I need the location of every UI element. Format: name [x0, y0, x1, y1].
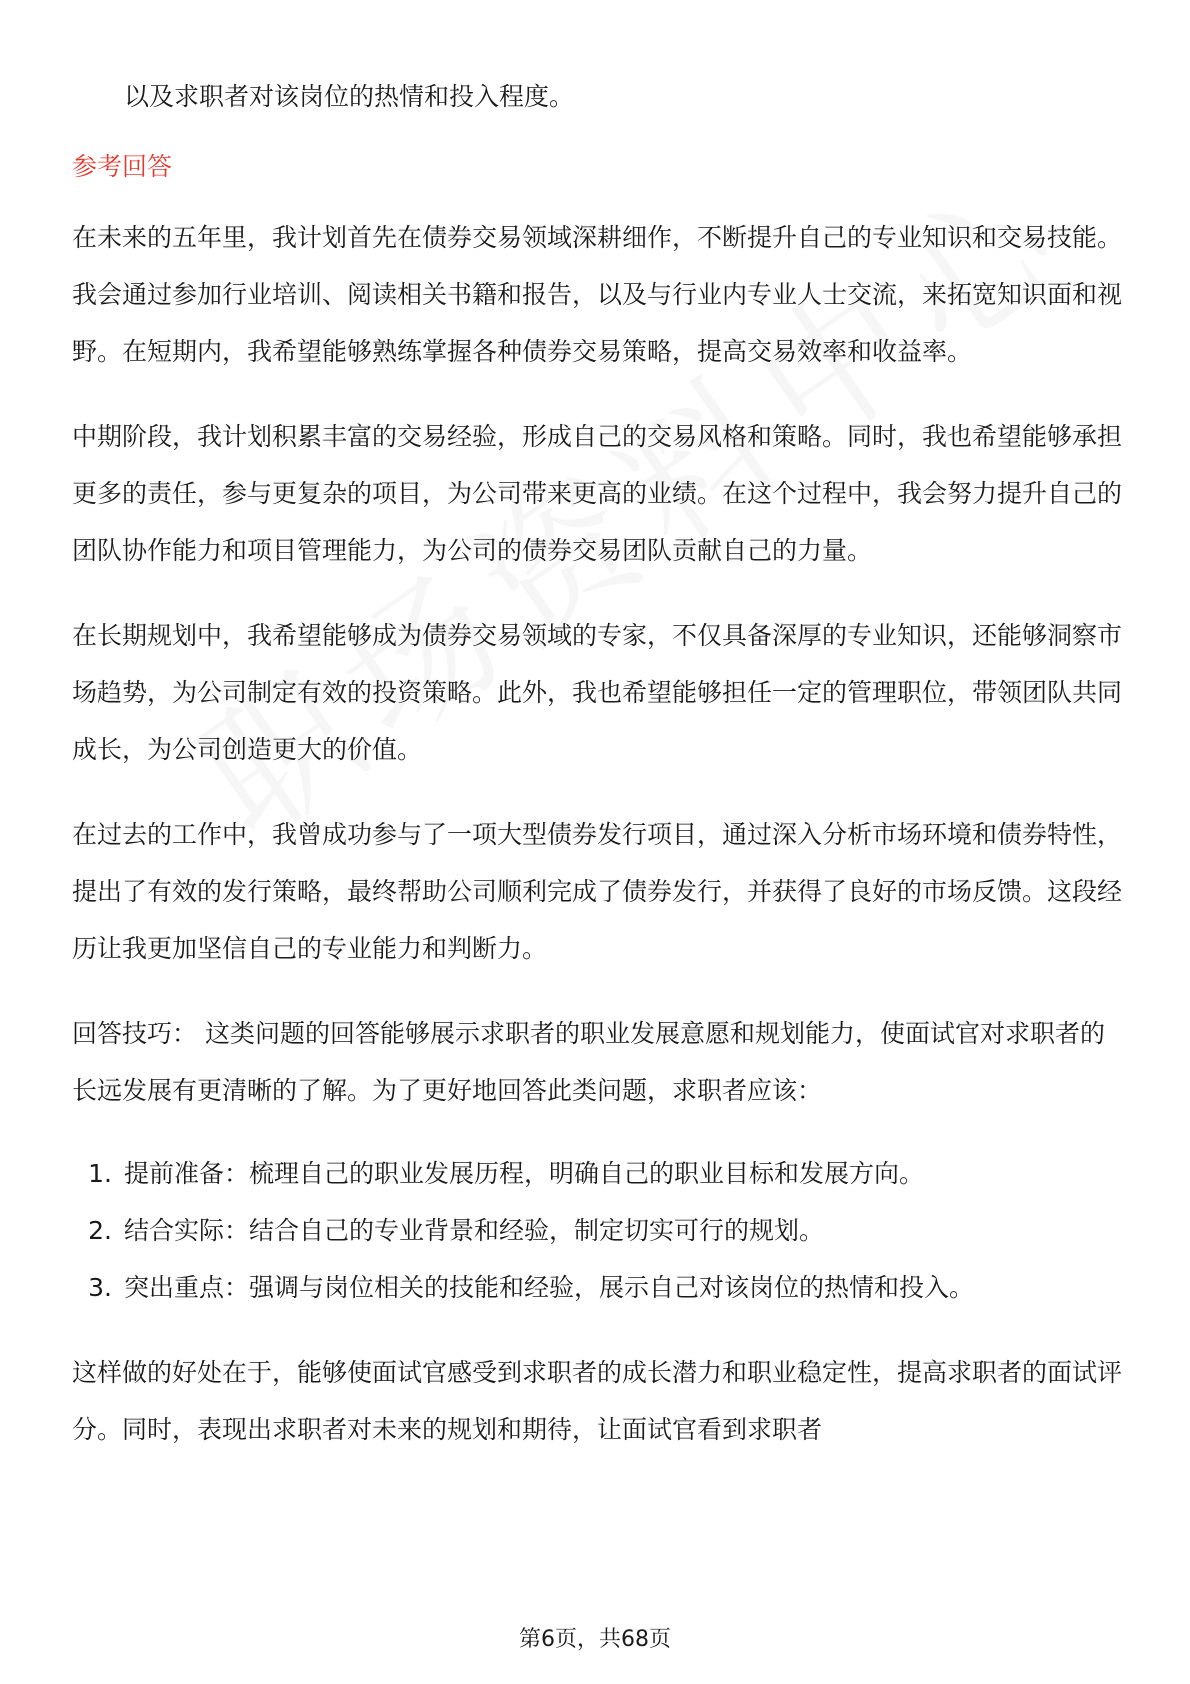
list-item — [72, 1202, 1122, 1259]
paragraph-4: 在过去的工作中，我曾成功参与了一项大型债券发行项目，通过深入分析市场环境和债券特性，提出了有效的发行策略，最终帮助公司顺利完成了债券发行，并获得了良好的市场反馈。这段经历让我更加坚信自己的专业能力和判断力。 — [72, 820, 1123, 963]
page-content — [72, 68, 1122, 1458]
list-item — [72, 1145, 1122, 1202]
list-text: 结合实际：结合自己的专业背景和经验，制定切实可行的规划。 — [124, 1216, 825, 1245]
list-number: 1. — [88, 1159, 112, 1188]
list-text: 突出重点：强调与岗位相关的技能和经验，展示自己对该岗位的热情和投入。 — [124, 1273, 975, 1302]
section-heading: 参考回答 — [72, 152, 173, 181]
paragraph-2: 中期阶段，我计划积累丰富的交易经验，形成自己的交易风格和策略。同时，我也希望能够承担更多的责任，参与更复杂的项目，为公司带来更高的业绩。在这个过程中，我会努力提升自己的团队协作能力和项目管理能力，为公司的债券交易团队贡献自己的力量。 — [72, 422, 1123, 565]
paragraph-3: 在长期规划中，我希望能够成为债券交易领域的专家，不仅具备深厚的专业知识，还能够洞察市场趋势，为公司制定有效的投资策略。此外，我也希望能够担任一定的管理职位，带领团队共同成长，为公司创造更大的价值。 — [72, 621, 1123, 764]
tips-list — [72, 1145, 1122, 1316]
list-text: 提前准备：梳理自己的职业发展历程，明确自己的职业目标和发展方向。 — [124, 1159, 925, 1188]
tips-intro-paragraph: 回答技巧： 这类问题的回答能够展示求职者的职业发展意愿和规划能力，使面试官对求职者的长远发展有更清晰的了解。为了更好地回答此类问题，求职者应该： — [72, 1019, 1105, 1105]
continued-line: 以及求职者对该岗位的热情和投入程度。 — [124, 82, 575, 111]
page-footer: 第6页，共68页 — [519, 1627, 671, 1652]
closing-paragraph: 这样做的好处在于，能够使面试官感受到求职者的成长潜力和职业稳定性，提高求职者的面试评分。同时，表现出求职者对未来的规划和期待，让面试官看到求职者 — [72, 1358, 1123, 1444]
paragraph-1: 在未来的五年里，我计划首先在债券交易领域深耕细作，不断提升自己的专业知识和交易技能。我会通过参加行业培训、阅读相关书籍和报告，以及与行业内专业人士交流，来拓宽知识面和视野。在短期内，我希望能够熟练掌握各种债券交易策略，提高交易效率和收益率。 — [72, 223, 1123, 366]
list-item — [72, 1259, 1122, 1316]
list-number: 3. — [88, 1273, 112, 1302]
list-number: 2. — [88, 1216, 112, 1245]
